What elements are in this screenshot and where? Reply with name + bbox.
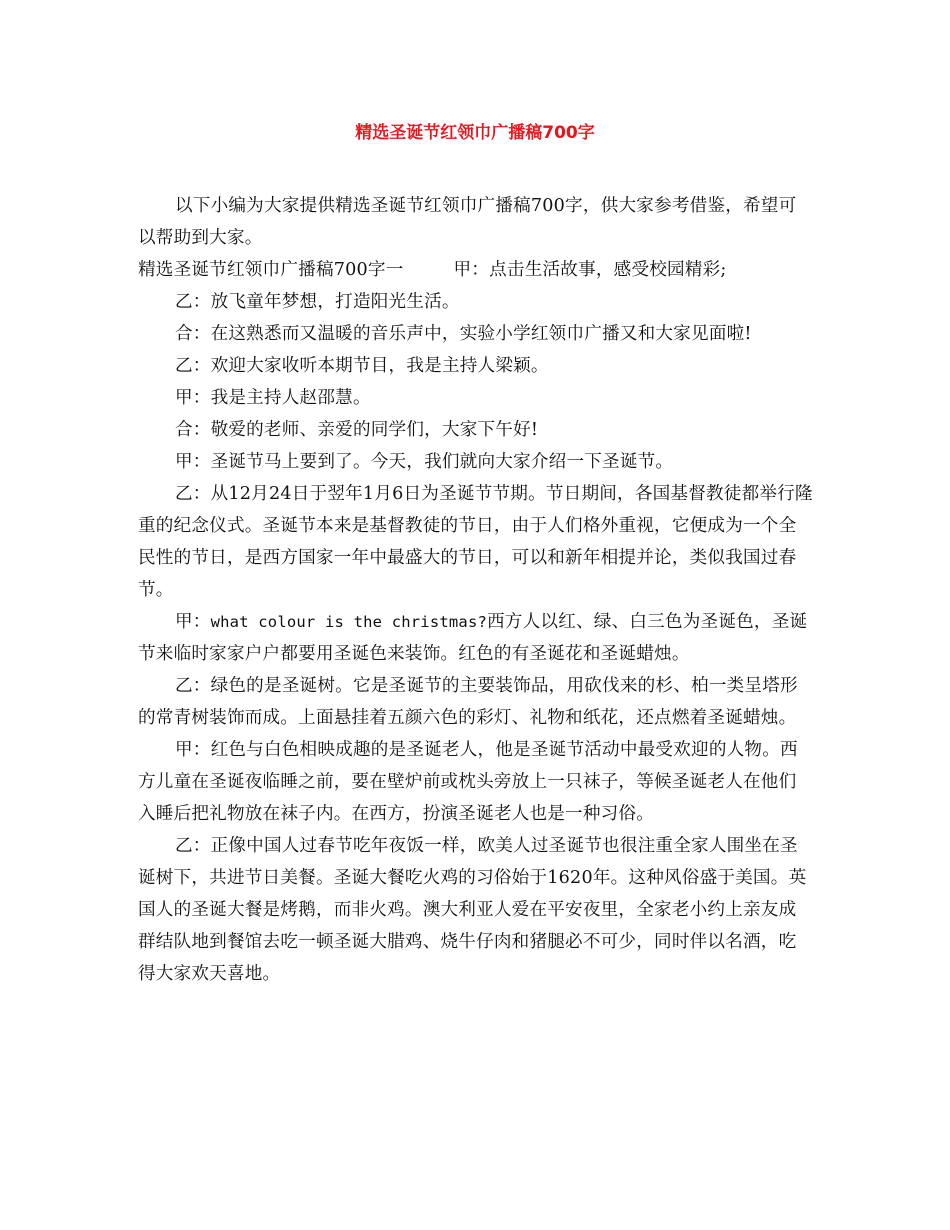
paragraph-rest: 西方人以红、绿、白三色为圣诞色，圣诞节来临时家家户户都要用圣诞色来装饰。红色的有圣诞花和圣诞蜡烛。 <box>138 612 808 664</box>
christmas-colour-paragraph <box>138 606 814 670</box>
dialogue-paragraph: 乙：欢迎大家收听本期节目，我是主持人梁颖。 <box>175 356 549 376</box>
dialogue-paragraph: 甲：红色与白色相映成趣的是圣诞老人，他是圣诞节活动中最受欢迎的人物。西方儿童在圣诞夜临睡之前，要在壁炉前或枕头旁放上一只袜子，等候圣诞老人在他们入睡后把礼物放在袜子内。在西方，扮演圣诞老人也是一种习俗。 <box>138 740 798 824</box>
dialogue-paragraph: 乙：绿色的是圣诞树。它是圣诞节的主要装饰品，用砍伐来的杉、柏一类呈塔形的常青树装饰而成。上面悬挂着五颜六色的彩灯、礼物和纸花，还点燃着圣诞蜡烛。 <box>138 676 798 728</box>
dialogue-paragraph: 合：在这熟悉而又温暖的音乐声中，实验小学红领巾广播又和大家见面啦! <box>175 324 752 344</box>
dialogue-paragraph: 乙：正像中国人过春节吃年夜饭一样，欧美人过圣诞节也很注重全家人围坐在圣诞树下，共进节日美餐。圣诞大餐吃火鸡的习俗始于1620年。这种风俗盛于美国。英国人的圣诞大餐是烤鹅，而非火鸡。澳大利亚人爱在平安夜里，全家老小约上亲友成群结队地到餐馆去吃一顿圣诞大腊鸡、烧牛仔肉和猪腿必不可少，同时伴以名酒，吃得大家欢天喜地。 <box>138 836 807 984</box>
dialogue-paragraph: 甲：我是主持人赵邵慧。 <box>175 388 371 408</box>
document-body <box>138 190 814 990</box>
dialogue-paragraph: 甲：圣诞节马上要到了。今天，我们就向大家介绍一下圣诞节。 <box>175 452 674 472</box>
dialogue-paragraph: 乙：放飞童年梦想，打造阳光生活。 <box>175 292 460 312</box>
intro-paragraph: 以下小编为大家提供精选圣诞节红领巾广播稿700字，供大家参考借鉴，希望可以帮助到大家。 <box>138 196 797 248</box>
section-heading-line <box>138 254 814 286</box>
english-question: what colour is the christmas? <box>210 613 488 631</box>
section-heading: 精选圣诞节红领巾广播稿700字一 <box>138 260 404 280</box>
section-first-line: 甲：点击生活故事，感受校园精彩; <box>453 260 727 280</box>
speaker-prefix: 甲： <box>175 612 211 632</box>
dialogue-paragraph: 乙：从12月24日于翌年1月6日为圣诞节节期。节日期间，各国基督教徒都举行隆重的纪念仪式。圣诞节本来是基督教徒的节日，由于人们格外重视，它便成为一个全民性的节日，是西方国家一年中最盛大的节日，可以和新年相提并论，类似我国过春节。 <box>138 484 813 600</box>
document-title: 精选圣诞节红领巾广播稿700字 <box>355 123 595 143</box>
dialogue-paragraph: 合：敬爱的老师、亲爱的同学们，大家下午好! <box>175 420 539 440</box>
